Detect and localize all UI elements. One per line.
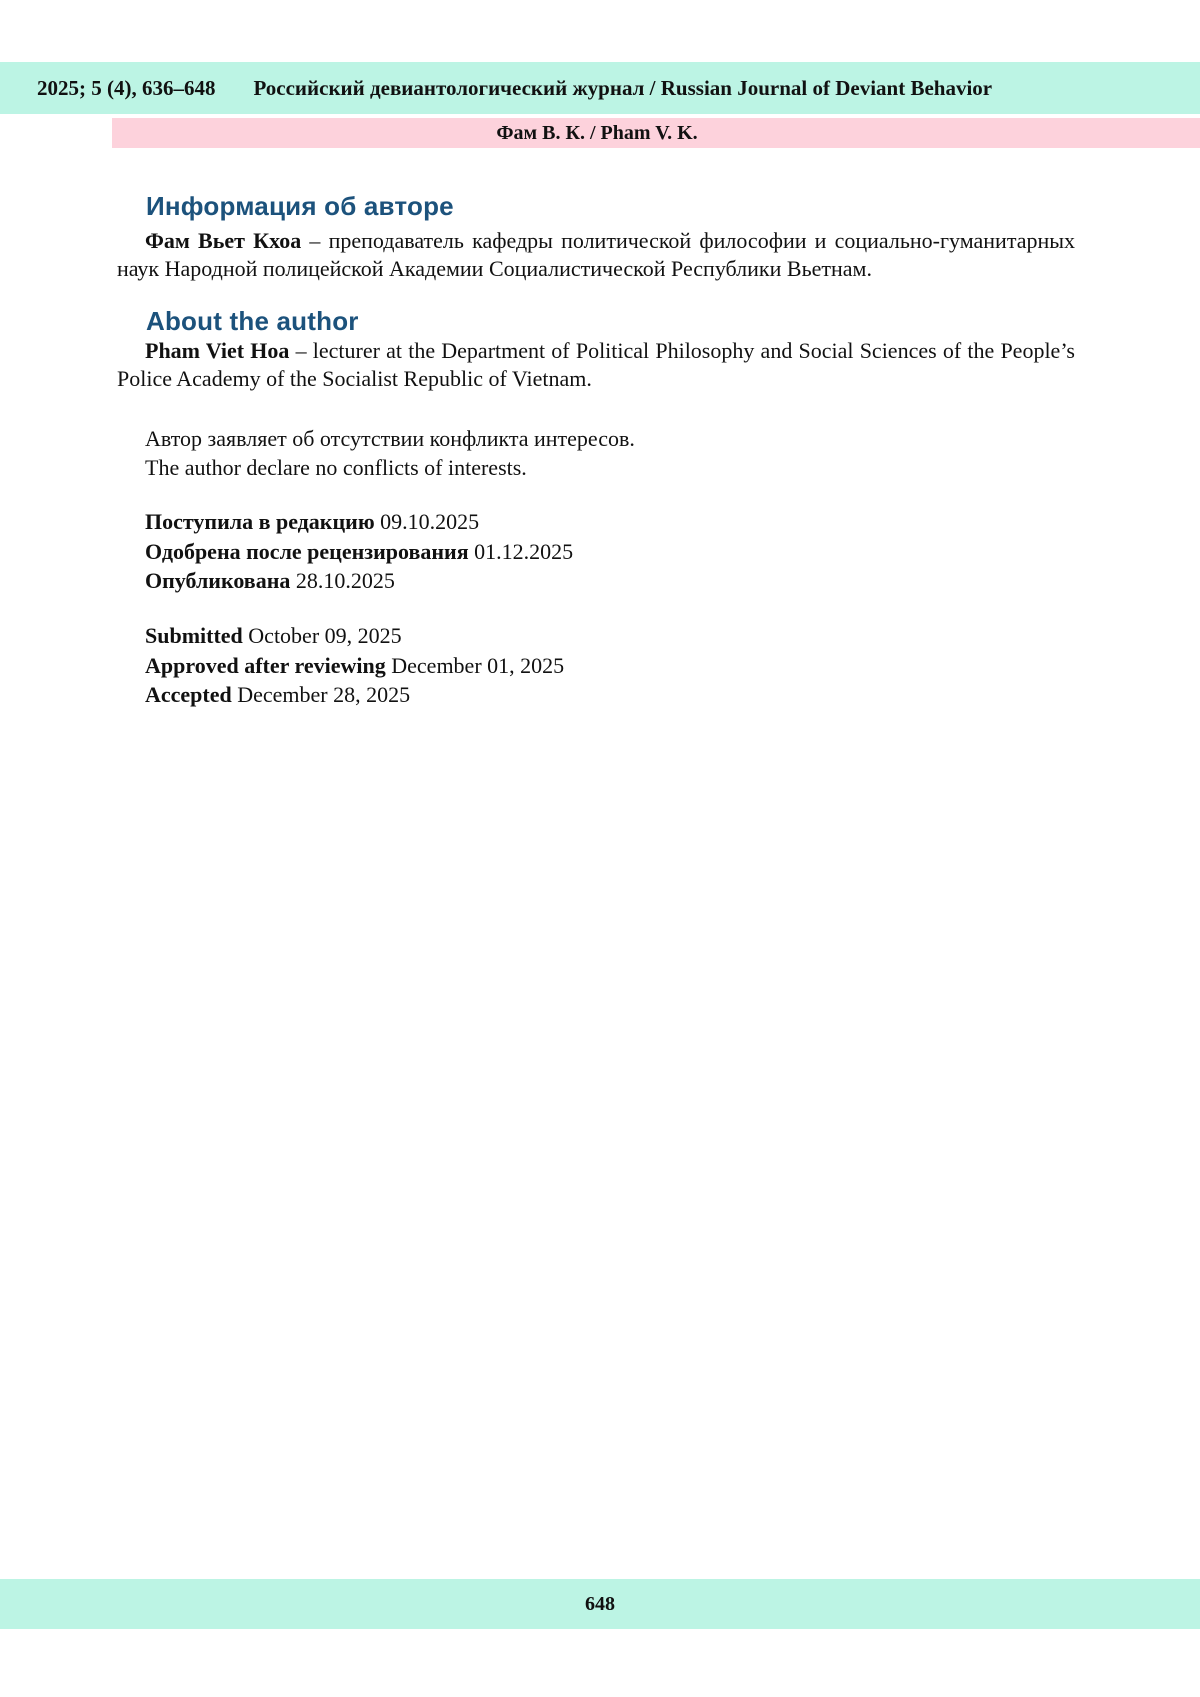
article-dates-en: [117, 621, 1075, 710]
date-value: 09.10.2025: [380, 509, 480, 534]
date-line: [117, 621, 1075, 651]
author-text-ru: – преподаватель кафедры политической философии и социально-гуманитарных наук Народной полицейской Академии Социалистической Республики Вьетнам.: [117, 228, 1076, 281]
author-text-en: – lecturer at the Department of Political Philosophy and Social Sciences of the People’s Police Academy of the Socialist Republic of Vietnam.: [117, 338, 1075, 391]
date-value: 01.12.2025: [474, 538, 574, 564]
date-value: October 09, 2025: [248, 623, 402, 648]
journal-header-bar: [0, 62, 1200, 114]
footer-bar: [0, 1579, 1200, 1629]
date-line: [117, 566, 1075, 596]
conflict-statement-en: The author declare no conflicts of interests.: [145, 455, 527, 480]
date-value: December 28, 2025: [237, 682, 411, 707]
author-name-ru: Фам Вьет Кхоа: [145, 228, 302, 253]
date-label: Accepted: [145, 682, 232, 707]
date-line: [117, 537, 1075, 567]
date-label: Одобрена после рецензирования: [145, 538, 469, 564]
date-value: 28.10.2025: [295, 568, 395, 593]
journal-title: Российский девиантологический журнал / Russian Journal of Deviant Behavior: [253, 75, 993, 100]
section-heading-ru: Информация об авторе: [146, 191, 454, 221]
conflict-of-interest: [117, 424, 1075, 482]
author-name-en: Pham Viet Hoa: [145, 338, 290, 363]
section-heading-en: About the author: [146, 306, 359, 336]
running-head-author: Фам В. К. / Pham V. K.: [496, 122, 698, 144]
date-line: [117, 680, 1075, 710]
date-label: Approved after reviewing: [145, 652, 386, 678]
article-dates-ru: [117, 507, 1075, 596]
date-label: Submitted: [145, 623, 243, 648]
conflict-statement-ru: Автор заявляет об отсутствии конфликта интересов.: [145, 426, 635, 451]
date-label: Опубликована: [145, 568, 291, 593]
date-line: [117, 651, 1075, 681]
date-label: Поступила в редакцию: [145, 509, 375, 534]
date-value: December 01, 2025: [391, 652, 565, 678]
author-info-ru: [117, 227, 1075, 283]
running-head: [112, 118, 1200, 148]
date-line: [117, 507, 1075, 537]
author-info-en: [117, 337, 1075, 393]
issue-info: 2025; 5 (4), 636–648: [37, 75, 216, 100]
page-number: 648: [585, 1593, 615, 1615]
